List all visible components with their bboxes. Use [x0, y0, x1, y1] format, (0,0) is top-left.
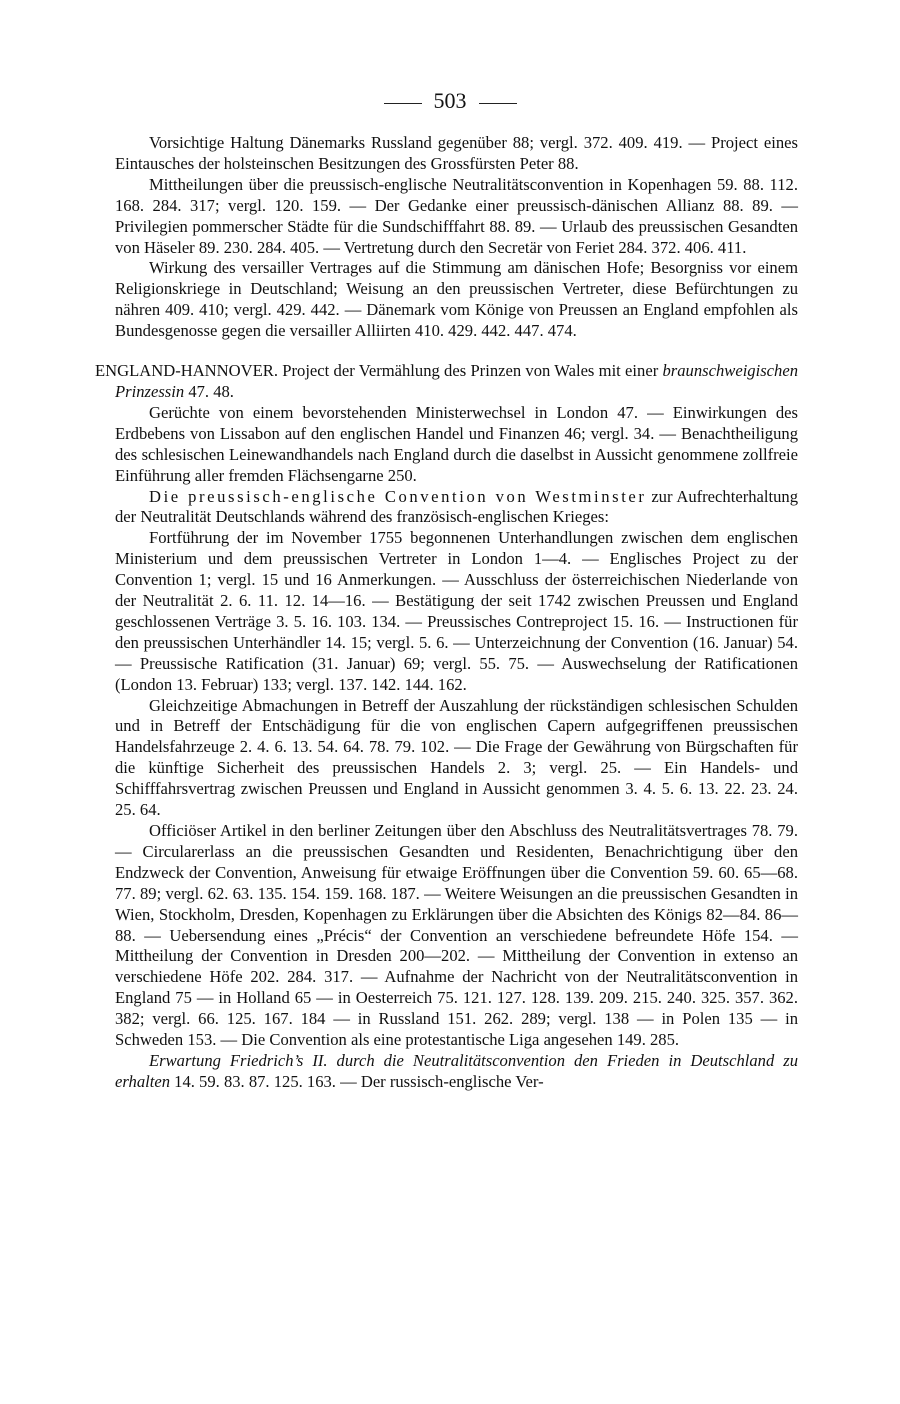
section-title: ENGLAND-HANNOVER.: [95, 361, 278, 381]
paragraph-frederick-expectation: [115, 1051, 798, 1093]
paragraph-copenhagen-communications: Mittheilungen über die preussisch-englische Neutralitätsconvention in Kopenhagen 59. 88. 112. 168. 284. 317; vergl. 120. 159. — Der Gedanke einer preussisch-dänischen Allianz 88. 89. — Privilegien pommerscher Städte für die Sundschifffahrt 88. 89. — Urlaub des preussischen Gesandten von Häseler 89. 230. 284. 405. — Vertretung durch den Secretär von Feriet 284. 372. 406. 411.: [115, 174, 798, 257]
paragraph-official-article: Officiöser Artikel in den berliner Zeitungen über den Abschluss des Neutralitätsvertrages 78. 79. — Circularerlass an die preussischen Gesandten und Residenten, Benachrichtigung über den Endzweck der Convention, Anweisung für etwaige Eröffnungen über die Convention 59. 60. 65—68. 77. 89; vergl. 62. 63. 135. 154. 159. 168. 187. — Weitere Weisungen an die preussischen Gesandten in Wien, Stockholm, Dresden, Kopenhagen zu Erklärungen über die Absichten des Königs 82—84. 86—88. — Uebersendung eines „Précis“ der Convention an verschiedene befreundete Höfe 154. — Mittheilung der Convention in Dresden 200—202. — Mittheilung der Convention in extenso an verschiedene Höfe 202. 284. 317. — Aufnahme der Nachricht von der Neutralitätsconvention in England 75 — in Holland 65 — in Oesterreich 75. 121. 127. 128. 139. 209. 215. 240. 325. 357. 362. 382; vergl. 66. 125. 167. 184 — in Russland 151. 262. 289; vergl. 138 — in Polen 135 — in Schweden 153. — Die Convention als eine protestantische Liga angesehen 149. 285.: [115, 821, 798, 1050]
frederick-expectation-italic: Erwartung Friedrich’s II. durch die Neutralitätsconvention den Frieden in Deutschland zu erhalten: [115, 1050, 798, 1091]
header-rule-left: [384, 103, 422, 104]
section-intro-italic: braunschweigischen Prinzessin: [115, 361, 798, 401]
paragraph-concurrent-agreements: Gleichzeitige Abmachungen in Betreff der Auszahlung der rückständigen schlesischen Schulden und in Betreff der Entschädigung für die von englischen Capern aufgegriffenen preussischen Handelsfahrzeuge 2. 4. 6. 13. 54. 64. 78. 79. 102. — Die Frage der Gewährung von Bürgschaften für die künftige Sicherheit des preussischen Handels 2. 3; vergl. 25. — Ein Handels- und Schifffahrsvertrag zwischen Preussen und England in Aussicht genommen 3. 4. 5. 6. 13. 22. 23. 24. 25. 64.: [115, 695, 798, 820]
paragraph-negotiations: Fortführung der im November 1755 begonnenen Unterhandlungen zwischen dem englischen Ministerium und dem preussischen Vertreter in London 1—4. — Englisches Project zu der Convention 1; vergl. 15 und 16 Anmerkungen. — Ausschluss der österreichischen Niederlande von der Neutralität 2. 6. 11. 12. 14—16. — Bestätigung der seit 1742 zwischen Preussen und England geschlossenen Verträge 3. 5. 16. 103. 134. — Preussisches Contreproject 15. 16. — Instructionen für den preussischen Unterhändler 14. 15; vergl. 5. 6. — Unterzeichnung der Convention (16. Januar) 54. — Preussische Ratification (31. Januar) 69; vergl. 55. 75. — Auswechselung der Ratificationen (London 13. Februar) 133; vergl. 137. 142. 144. 162.: [115, 528, 798, 694]
page-number: 503: [433, 88, 467, 113]
convention-title-spaced: Die preussisch-englische Convention von Westminster: [149, 486, 647, 506]
section-heading-england-hannover: [95, 361, 798, 403]
section-divider-space: [115, 342, 798, 361]
page-body: [95, 133, 798, 1093]
header-rule-right: [479, 103, 517, 104]
page-header: [0, 86, 900, 116]
section-intro-refs: 47. 48.: [188, 381, 234, 401]
paragraph-westminster-convention-intro: [115, 487, 798, 529]
paragraph-danish-attitude: Vorsichtige Haltung Dänemarks Russland gegenüber 88; vergl. 372. 409. 419. — Project eines Eintausches der holsteinschen Besitzungen des Grossfürsten Peter 88.: [115, 133, 798, 173]
paragraph-versailles-effect: Wirkung des versailler Vertrages auf die Stimmung am dänischen Hofe; Besorgniss vor einem Religionskriege in Deutschland; Weisung an den preussischen Vertreter, diese Befürchtungen zu nähren 409. 410; vergl. 429. 442. — Dänemark vom Könige von Preussen an England empfohlen als Bundesgenosse gegen die versailler Alliirten 410. 429. 442. 447. 474.: [115, 258, 798, 341]
section-intro-text: Project der Vermählung des Prinzen von Wales mit einer: [282, 361, 659, 381]
convention-intro-rest: zur Aufrechterhaltung der Neutralität Deutschlands während des französisch-englischen Krieges:: [115, 486, 798, 527]
frederick-expectation-refs: 14. 59. 83. 87. 125. 163. — Der russisch-englische Ver-: [174, 1071, 544, 1091]
paragraph-ministry-rumours: Gerüchte von einem bevorstehenden Ministerwechsel in London 47. — Einwirkungen des Erdbebens von Lissabon auf den englischen Handel und Finanzen 46; vergl. 34. — Benachtheiligung des schlesischen Leinewandhandels nach England durch die daselbst in Aussicht genommene zollfreie Einführung aller fremden Flächsengarne 250.: [115, 402, 798, 485]
